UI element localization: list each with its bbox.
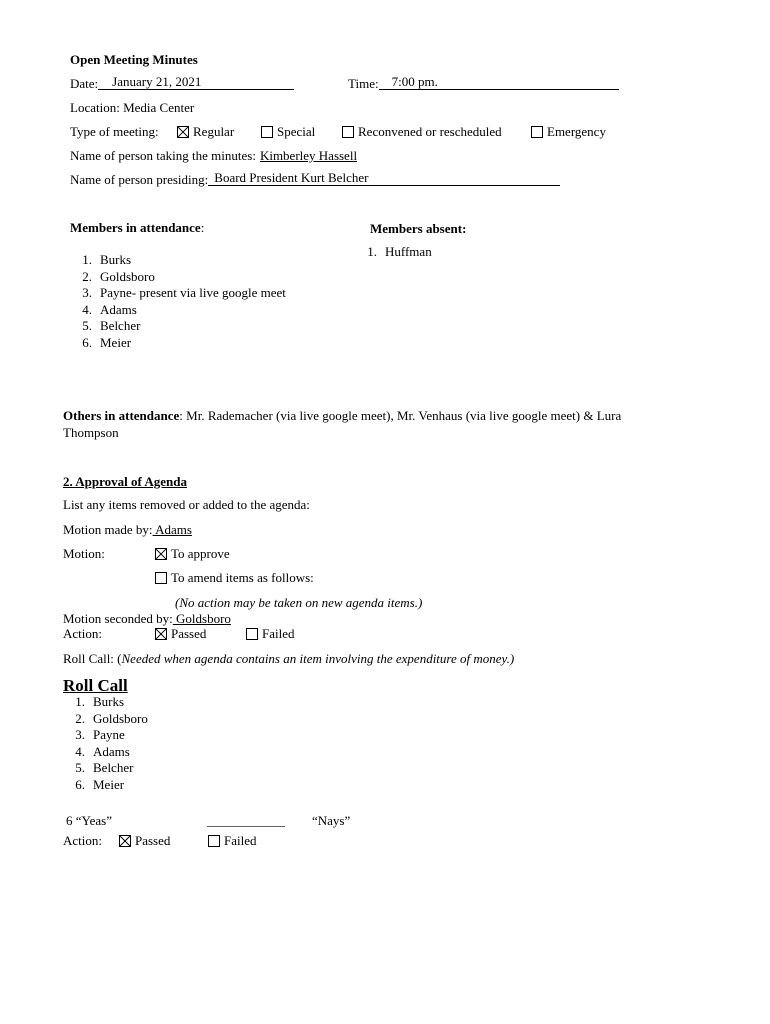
absent-list bbox=[355, 244, 432, 261]
roll-failed-option[interactable] bbox=[208, 833, 257, 849]
member-name: Goldsboro bbox=[100, 268, 155, 284]
roll-call-name: Belcher bbox=[93, 760, 134, 775]
date-row bbox=[70, 76, 294, 92]
yeas-count: 6 “Yeas” bbox=[66, 813, 112, 828]
failed-label: Failed bbox=[262, 626, 295, 641]
rollcall-label: Roll Call: ( bbox=[63, 651, 122, 666]
members-colon: : bbox=[200, 220, 205, 235]
rollcall-note: Needed when agenda contains an item involving the expenditure of money.) bbox=[121, 651, 515, 666]
presiding-field[interactable] bbox=[208, 172, 560, 186]
motion-made-value[interactable]: Adams bbox=[152, 522, 192, 537]
member-name: Burks bbox=[100, 252, 132, 267]
roll-call-list bbox=[63, 694, 148, 793]
roll-call-name: Meier bbox=[93, 776, 125, 792]
list-item: 6. Meier bbox=[75, 776, 125, 792]
roll-passed-checkbox[interactable] bbox=[119, 835, 131, 847]
list-item: 4. Adams bbox=[75, 743, 130, 759]
regular-checkbox[interactable] bbox=[177, 126, 189, 138]
seconded-row bbox=[63, 611, 231, 627]
agenda-note: (No action may be taken on new agenda items.) bbox=[175, 595, 423, 610]
date-label: Date: bbox=[70, 76, 99, 91]
seconded-label: Motion seconded by: bbox=[63, 611, 173, 626]
list-item: 6. Meier bbox=[82, 334, 132, 350]
members-label: Members in attendance bbox=[70, 220, 201, 235]
roll-passed-label: Passed bbox=[135, 833, 171, 848]
time-field[interactable] bbox=[379, 76, 619, 90]
members-heading bbox=[70, 220, 204, 236]
list-item: 1. Huffman bbox=[367, 244, 432, 259]
minutes-taker-label: Name of person taking the minutes: bbox=[70, 148, 256, 163]
agenda-list-prompt: List any items removed or added to the agenda: bbox=[63, 497, 310, 512]
type-regular-label: Regular bbox=[193, 124, 235, 139]
roll-passed-option[interactable] bbox=[119, 833, 170, 849]
time-value: 7:00 pm. bbox=[391, 74, 438, 89]
others-line-2: Thompson bbox=[63, 425, 119, 440]
type-reconvened-label: Reconvened or rescheduled bbox=[358, 124, 502, 139]
seconded-value[interactable]: Goldsboro bbox=[172, 611, 231, 626]
member-name: Payne- present via live google meet bbox=[100, 285, 286, 300]
rollcall-note-line bbox=[63, 651, 514, 667]
roll-call-name: Goldsboro bbox=[93, 710, 148, 726]
list-item: 1. Burks bbox=[82, 252, 132, 267]
list-item: 3. Payne- present via live google meet bbox=[82, 285, 286, 300]
motion-label: Motion: bbox=[63, 546, 105, 561]
roll-failed-label: Failed bbox=[224, 833, 257, 848]
motion-made-row bbox=[63, 522, 192, 538]
roll-call-name: Adams bbox=[93, 743, 130, 759]
failed-checkbox[interactable] bbox=[246, 628, 258, 640]
emergency-checkbox[interactable] bbox=[531, 126, 543, 138]
special-checkbox[interactable] bbox=[261, 126, 273, 138]
passed-label: Passed bbox=[171, 626, 207, 641]
type-special-label: Special bbox=[277, 124, 316, 139]
motion-made-label: Motion made by: bbox=[63, 522, 153, 537]
amend-checkbox[interactable] bbox=[155, 572, 167, 584]
others-label: Others in attendance bbox=[63, 408, 180, 423]
reconvened-checkbox[interactable] bbox=[342, 126, 354, 138]
time-label: Time: bbox=[348, 76, 379, 91]
type-emergency-label: Emergency bbox=[547, 124, 606, 139]
members-list bbox=[70, 252, 286, 351]
date-field[interactable] bbox=[98, 76, 294, 90]
type-regular[interactable] bbox=[177, 124, 234, 140]
roll-action-label: Action: bbox=[63, 833, 102, 848]
approve-label: To approve bbox=[171, 546, 230, 561]
member-name: Adams bbox=[100, 301, 137, 317]
others-text: : Mr. Rademacher (via live google meet), Mr. Venhaus (via live google meet) & Lura bbox=[179, 408, 622, 423]
minutes-taker-row bbox=[70, 148, 363, 164]
time-row bbox=[348, 76, 619, 92]
absent-heading: Members absent: bbox=[370, 221, 467, 236]
roll-call-name: Burks bbox=[93, 694, 125, 709]
nays-label: “Nays” bbox=[312, 813, 351, 828]
member-name: Belcher bbox=[100, 318, 141, 333]
list-item: 5. Belcher bbox=[82, 318, 141, 333]
document-title: Open Meeting Minutes bbox=[70, 52, 198, 67]
agenda-failed-option[interactable] bbox=[246, 626, 295, 642]
nays-blank[interactable]: ____________ bbox=[207, 813, 285, 828]
presiding-row bbox=[70, 172, 560, 188]
amend-option[interactable] bbox=[155, 570, 314, 586]
passed-checkbox[interactable] bbox=[155, 628, 167, 640]
roll-call-name: Payne bbox=[93, 727, 125, 742]
type-reconvened[interactable] bbox=[342, 124, 502, 140]
others-line bbox=[63, 408, 621, 424]
list-item: 4. Adams bbox=[82, 301, 137, 317]
amend-label: To amend items as follows: bbox=[171, 570, 314, 585]
type-special[interactable] bbox=[261, 124, 315, 140]
list-item: 3. Payne bbox=[75, 727, 125, 742]
roll-call-title: Roll Call bbox=[63, 676, 128, 695]
member-name: Meier bbox=[100, 334, 132, 350]
absent-name: Huffman bbox=[385, 244, 432, 259]
approve-checkbox[interactable] bbox=[155, 548, 167, 560]
presiding-label: Name of person presiding: bbox=[70, 172, 209, 187]
approve-option[interactable] bbox=[155, 546, 230, 562]
meeting-type-label: Type of meeting: bbox=[70, 124, 159, 139]
roll-failed-checkbox[interactable] bbox=[208, 835, 220, 847]
list-item: 2. Goldsboro bbox=[75, 710, 148, 726]
presiding-value: Board President Kurt Belcher bbox=[214, 170, 369, 185]
agenda-heading: 2. Approval of Agenda bbox=[63, 474, 188, 489]
minutes-taker-value[interactable]: Kimberley Hassell bbox=[259, 148, 358, 163]
list-item: 1. Burks bbox=[75, 694, 125, 709]
list-item: 5. Belcher bbox=[75, 760, 134, 775]
type-emergency[interactable] bbox=[531, 124, 606, 140]
agenda-passed-option[interactable] bbox=[155, 626, 206, 642]
date-value: January 21, 2021 bbox=[112, 74, 202, 89]
action-label: Action: bbox=[63, 626, 102, 641]
list-item: 2. Goldsboro bbox=[82, 268, 155, 284]
location-line: Location: Media Center bbox=[70, 100, 195, 115]
